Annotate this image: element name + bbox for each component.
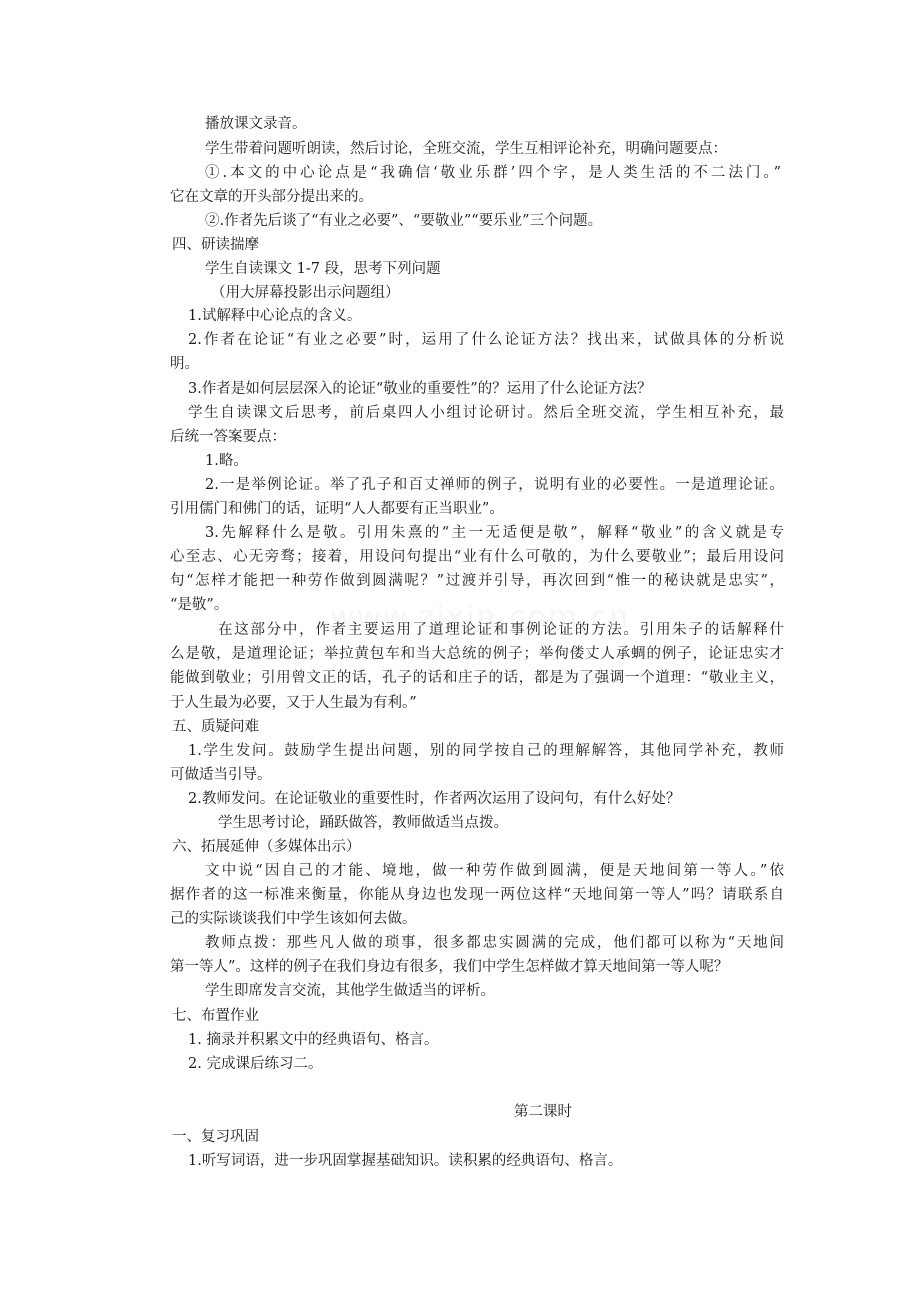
text-line: 1.学生发问。鼓励学生提出问题，别的同学按自己的理解解答，其他同学补充，教师 — [188, 743, 784, 759]
section-heading: 六、拓展延伸（多媒体出示） — [172, 839, 361, 855]
text-line: 2.教师发问。在论证敬业的重要性时，作者两次运用了设问句，有什么好处？ — [188, 791, 681, 807]
text-line: 学生自读课文 1-7 段，思考下列问题 — [205, 261, 441, 277]
text-line: 心至志、心无旁骛；接着，用设问句提出“业有什么可敬的，为什么要敬业”；最后用设问 — [170, 549, 784, 565]
text-line: 己的实际谈谈我们中学生该如何去做。 — [170, 911, 417, 927]
text-line: 2.作者在论证“有业之必要”时，运用了什么论证方法？找出来，试做具体的分析说 — [188, 332, 784, 348]
text-line: 2.一是举例论证。举了孔子和百丈禅师的例子，说明有业的必要性。一是道理论证。 — [205, 477, 784, 493]
text-line: 1.听写词语，进一步巩固掌握基础知识。读积累的经典语句、格言。 — [188, 1153, 623, 1169]
list-item: 1. 摘录并积累文中的经典语句、格言。 — [188, 1032, 439, 1048]
text-line: 学生即席发言交流，其他学生做适当的评析。 — [205, 983, 495, 999]
text-line: 教师点拨：那些凡人做的琐事，很多都忠实圆满的完成，他们都可以称为“天地间 — [205, 935, 784, 951]
section-heading: 七、布置作业 — [172, 1008, 259, 1024]
text-line: “是敬”。 — [170, 597, 229, 613]
text-line: ②.作者先后谈了“有业之必要”、“要敬业”“要乐业”三个问题。 — [205, 213, 603, 229]
text-line: （用大屏幕投影出示问题组） — [211, 285, 400, 301]
text-line: 第一等人”。这样的例子在我们身边有很多，我们中学生怎样做才算天地间第一等人呢？ — [170, 959, 729, 975]
section-heading: 五、质疑问难 — [172, 719, 259, 735]
section-heading: 一、复习巩固 — [172, 1129, 259, 1145]
text-line: 在这部分中，作者主要运用了道理论证和事例论证的方法。引用朱子的话解释什 — [218, 622, 784, 638]
text-line: 后统一答案要点： — [170, 429, 286, 445]
text-line: 3.作者是如何层层深入的论证“敬业的重要性”的？运用了什么论证方法？ — [188, 381, 652, 397]
text-line: 学生自读课文后思考，前后桌四人小组讨论研讨。然后全班交流，学生相互补充，最 — [188, 405, 784, 421]
text-line: 可做适当引导。 — [170, 767, 272, 783]
text-line: 么是敬，是道理论证；举拉黄包车和当大总统的例子；举佝偻丈人承蜩的例子，论证忠实才 — [170, 646, 784, 662]
text-line: 1.略。 — [205, 453, 248, 469]
text-line: 3.先解释什么是敬。引用朱熹的“主一无适便是敬”，解释“敬业”的含义就是专 — [205, 525, 784, 541]
text-line: 播放课文录音。 — [205, 116, 307, 132]
text-line: 于人生最为必要，又于人生最为有利。” — [170, 695, 417, 711]
section-heading: 四、研读揣摩 — [172, 237, 259, 253]
text-line: 引用儒门和佛门的话，证明“人人都要有正当职业”。 — [170, 501, 504, 517]
text-line: 它在文章的开头部分提出来的。 — [170, 189, 373, 205]
list-item: 2. 完成课后练习二。 — [188, 1056, 323, 1072]
lesson-title: 第二课时 — [514, 1104, 572, 1120]
text-line: 文中说“因自己的才能、境地，做一种劳作做到圆满，便是天地间第一等人。”依 — [205, 863, 784, 879]
text-line: 能做到敬业；引用曾文正的话，孔子的话和庄子的话，都是为了强调一个道理：“敬业主义， — [170, 670, 784, 686]
text-line: 学生带着问题听朗读，然后讨论，全班交流，学生互相评论补充，明确问题要点： — [205, 141, 727, 157]
text-line: 据作者的这一标准来衡量，你能从身边也发现一两位这样“天地间第一等人”吗？请联系自 — [170, 887, 784, 903]
text-line: 1.试解释中心论点的含义。 — [188, 308, 362, 324]
text-line: 句“怎样才能把一种劳作做到圆满呢？”过渡并引导，再次回到“惟一的秘诀就是忠实”， — [170, 573, 784, 589]
text-line: 学生思考讨论，踊跃做答，教师做适当点拨。 — [218, 815, 508, 831]
text-line: ①.本文的中心论点是“我确信‘敬业乐群’四个字，是人类生活的不二法门。” — [205, 165, 781, 181]
text-line: 明。 — [170, 356, 199, 372]
